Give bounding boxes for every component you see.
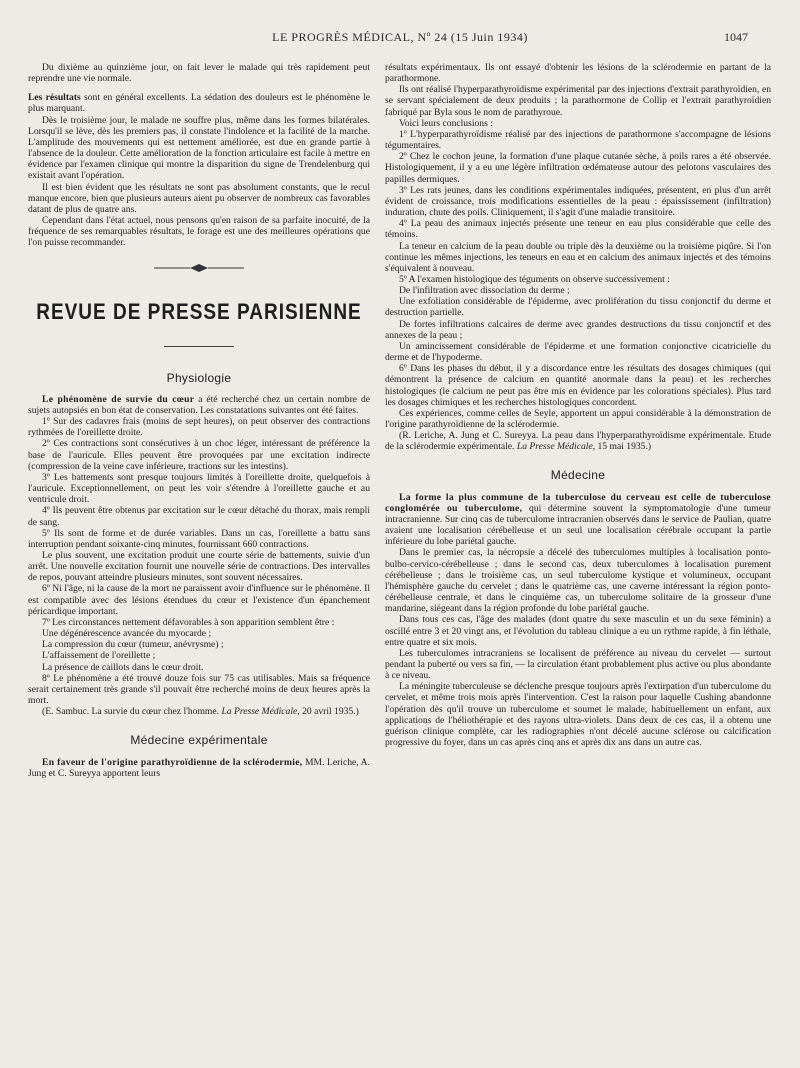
lead-phrase: Les résultats [28,92,81,104]
list-item: De fortes infiltrations calcaires de derme avec grandes destructions du tissu conjonctif et des annexes de la peau ; [385,318,771,341]
paragraph: Cependant dans l'état actuel, nous pensons qu'en raison de sa parfaite inocuité, de la fréquence de ses remarquables résultats, le forage est une des meilleures opérations que l'on puisse recommander. [28,215,370,249]
list-item: Une dégénérescence avancée du myocarde ; [42,628,212,640]
list-item: 6º Ni l'âge, ni la cause de la mort ne paraissent avoir d'influence sur le phénomène. Il est compatible avec des lésions étendues du cœur et l'existence d'un épanchement péricardique important. [28,583,370,617]
list-item: La compression du cœur (tumeur, anévrysme) ; [42,639,224,651]
paragraph-text: qui détermine souvent la symptomatologie d'une tumeur intracranienne. Sur cinq cas de tuberculome intracranien observés dans le service de Paulian, quatre avaient une localisation cérébelleuse et un seul une localisation cérébrale occupant la partie inférieure du lobe pariétal gauche. [385,502,771,548]
list-item: 2º Ces contractions sont consécutives à un choc léger, intéressant de préférence la base de l'auricule. Elles peuvent être provoquées par une excitation indirecte (compression de la veine cave inférieure, tractions sur les intestins). [28,438,370,472]
section-heading: REVUE DE PRESSE PARISIENNE [36,299,362,325]
list-item: 2º Chez le cochon jeune, la formation d'une plaque cutanée sèche, à poils rares a été observée. Histologiquement, il y a eu une légère infiltration œdémateuse autour des pelotons vasculaires des papilles dermiques. [385,151,771,185]
right-column [385,62,771,748]
reference-journal: La Presse Médicale [516,441,593,453]
reference [385,430,771,452]
divider-rule [164,346,234,347]
paragraph: Dans tous ces cas, l'âge des malades (dont quatre du sexe masculin et un du sexe féminin) a oscillé entre 3 et 20 vingt ans, et l'évolution du tableau clinique a eu un rythme rapide, à fin léthale, entre quatre et six mois. [385,614,771,648]
paragraph [385,492,771,548]
lead-phrase: En faveur de l'origine parathyroïdienne de la sclérodermie, [42,756,303,768]
list-item: Une exfoliation considérable de l'épiderme, avec prolifération du tissu conjonctif du derme et destruction partielle. [385,296,771,319]
reference-date: , 20 avril 1935.) [297,706,359,718]
paragraph: Du dixième au quinzième jour, on fait lever le malade qui très rapidement peut reprendre une vie normale. [28,62,370,85]
list-item: 4º La peau des animaux injectés présente une teneur en eau plus considérable que celle des témoins. [385,218,771,241]
list-item: 8º Le phénomène a été trouvé douze fois sur 75 cas utilisables. Mais sa fréquence serait certainement très grande s'il pouvait être recherché moins de deux heures après la mort. [28,672,370,707]
running-header [0,30,800,46]
paragraph: Dans le premier cas, la nécropsie a décelé des tuberculomes multiples à localisation ponto-bulbo-cervico-cérébelleuse ; dans le second cas, deux tuberculomes à localisation purement cérébelleuse ; dans le troisième cas, un seul tuberculome kystique et volumineux, occupant l'hémisphère gauche du cervelet ; dans le quatrième cas, une caverne intéressant la région ponto-cérébelleuse centrale, et dans le cinquième cas, un tuberculome solitaire de la grosseur d'une mandarine, siégeant dans la région profonde du lobe pariétal gauche. [385,547,771,615]
paragraph: Les tuberculomes intracraniens se localisent de préférence au niveau du cervelet — surtout pendant la puberté ou vers sa fin, — la circulation étant probablement plus active ou plus abondante à ce niveau. [385,647,771,682]
paragraph-text: MM. Leriche, A. Jung et C. Sureyya apportent leurs [28,756,370,779]
ornament-divider [28,263,370,275]
page-number: 1047 [724,30,748,44]
paragraph: La teneur en calcium de la peau double ou triple dès la deuxième ou la troisième piqûre. Si l'on continue les mêmes injections, les teneurs en eau et en calcium des animaux injectés et des témoins s'équivalent à nouveau. [385,240,771,274]
list-item: 1º Sur des cadavres frais (moins de sept heures), on peut observer des contractions rythmées de l'oreillette droite. [28,416,370,439]
paragraph [28,394,370,416]
paragraph-text: sont en général excellents. La sédation des douleurs est le phénomène le plus marquant. [28,92,370,115]
paragraph: Le plus souvent, une excitation produit une courte série de battements, suivie d'un arrêt. Une nouvelle excitation fournit une nouvelle série de contractions. Des intervalles de repos, pouvant atteindre plusieurs minutes, sont souvent nécessaires. [28,550,370,584]
reference-journal: La Presse Médicale [221,706,298,718]
paragraph: Ils ont réalisé l'hyperparathyroïdisme expérimental par des injections d'extrait parathyroïdien, en se servant spécialement de deux produits ; la parathormone de Collip et l'extrait parathyroïdien fabriqué par Byla sous le nom de parathyroue. [385,84,771,118]
paragraph: Dès le troisième jour, le malade ne souffre plus, même dans les formes bilatérales. Lorsqu'il se lève, dès les premiers pas, il constate l'indolence et la facilité de la marche. L'amplitude des mouvements qui est nettement améliorée, est due en grande partie à l'absence de la douleur. Cette amélioration de la fonction articulaire est facile à mettre en évidence par l'examen clinique qui montre la disparition du signe de Trendelenburg qui existait avant l'opération. [28,114,370,182]
list-item: 5º A l'examen histologique des téguments on observe successivement : [399,273,670,285]
lead-phrase: La forme la plus commune de la tuberculose du cerveau est celle de tuberculose conglomérée ou tuberculome, [385,491,771,514]
reference-date: , 15 mai 1935.) [592,441,652,453]
lead-phrase: Le phénomène de survie du cœur [42,393,195,405]
reference-text: (R. Leriche, A. Jung et C. Sureyya. La peau dans l'hyperparathyroïdisme expérimentale. Etude de la sclérodermie expérimentale. [385,430,771,453]
subsection-heading: Médecine [550,468,606,483]
reference [28,706,370,717]
list-item: La présence de caillots dans le cœur droit. [42,661,204,673]
reference-text: (E. Sambuc. La survie du cœur chez l'homme. [42,706,222,718]
journal-title: LE PROGRÈS MÉDICAL, Nº 24 (15 Juin 1934) [272,30,528,44]
list-item: 6º Dans les phases du début, il y a discordance entre les résultats des dosages chimiques (qui démontrent la présence de calcium en quantité anormale dans la peau) et les recherches histologiques (le calcium ne peut pas être mis en évidence par les colorations spéciales). Plus tard les dosages chimiques et les recherches histologiques concordent. [385,363,771,408]
list-item: 3º Les battements sont presque toujours limités à l'oreillette droite, quelquefois à l'auricule. Exceptionnellement, on peut les voir s'étendre à l'oreillette gauche et au ventricule droit. [28,471,370,506]
list-item: Un amincissement considérable de l'épiderme et une formation conjonctive cicatricielle du derme et de l'hypoderme. [385,340,771,364]
paragraph [28,757,370,779]
list-item: 5º Ils sont de forme et de durée variables. Dans un cas, l'oreillette a battu sans interruption pendant soixante-cinq minutes, fournissant 660 contractions. [28,527,370,550]
subsection-heading: Médecine expérimentale [130,733,268,748]
paragraph: Il est bien évident que les résultats ne sont pas absolument constants, que le recul manque encore, bien que plusieurs auteurs aient pu observer de nombreux cas favorables datant de plus de quatre ans. [28,181,370,215]
list-item: 1º L'hyperparathyroïdisme réalisé par des injections de parathormone s'accompagne de lésions tégumentaires. [385,128,771,152]
list-item: 4º Ils peuvent être obtenus par excitation sur le cœur détaché du thorax, mais rempli de sang. [28,505,370,528]
list-item: L'affaissement de l'oreillette ; [42,650,156,662]
list-item: 7º Les circonstances nettement défavorables à son apparition semblent être : [42,616,335,628]
list-item: De l'infiltration avec dissociation du derme ; [399,285,570,297]
paragraph [28,92,370,114]
list-item: 3º Les rats jeunes, dans les conditions expérimentales indiquées, présentent, en plus d'un arrêt évident de croissance, trois modifications essentielles de la peau : épaississement (infiltration) induration, chute des poils. Cliniquement, il s'agit d'une maladie transitoire. [385,184,771,219]
paragraph: résultats expérimentaux. Ils ont essayé d'obtenir les lésions de la sclérodermie en partant de la parathormone. [385,62,771,85]
left-column [28,62,370,779]
paragraph-text: a été recherché chez un certain nombre de sujets autopsiés en bon état de conservation. Les constatations suivantes ont été faites. [28,393,370,416]
paragraph: La méningite tuberculeuse se déclenche presque toujours après l'extirpation d'un tuberculome du cervelet, et même trois mois après l'intervention. C'est la raison pour laquelle Cushing abandonne l'opération dès qu'il trouve un tuberculome et soumet le malade, habituellement un enfant, aux applications de l'héliothérapie et des rayons ultra-violets. Dans deux de ces cas, il a obtenu une guérison clinique complète, car les radiographies n'ont décelé aucune sclérose ou calcification progressive du foyer, dans un cas après cinq ans et après dix ans dans un autre cas. [385,681,771,749]
paragraph: Voici leurs conclusions : [399,117,493,129]
paragraph: Ces expériences, comme celles de Seyle, apportent un appui considérable à la démonstration de l'origine parathyroïdienne de la sclérodermie. [385,407,771,430]
subsection-heading: Physiologie [166,370,232,385]
